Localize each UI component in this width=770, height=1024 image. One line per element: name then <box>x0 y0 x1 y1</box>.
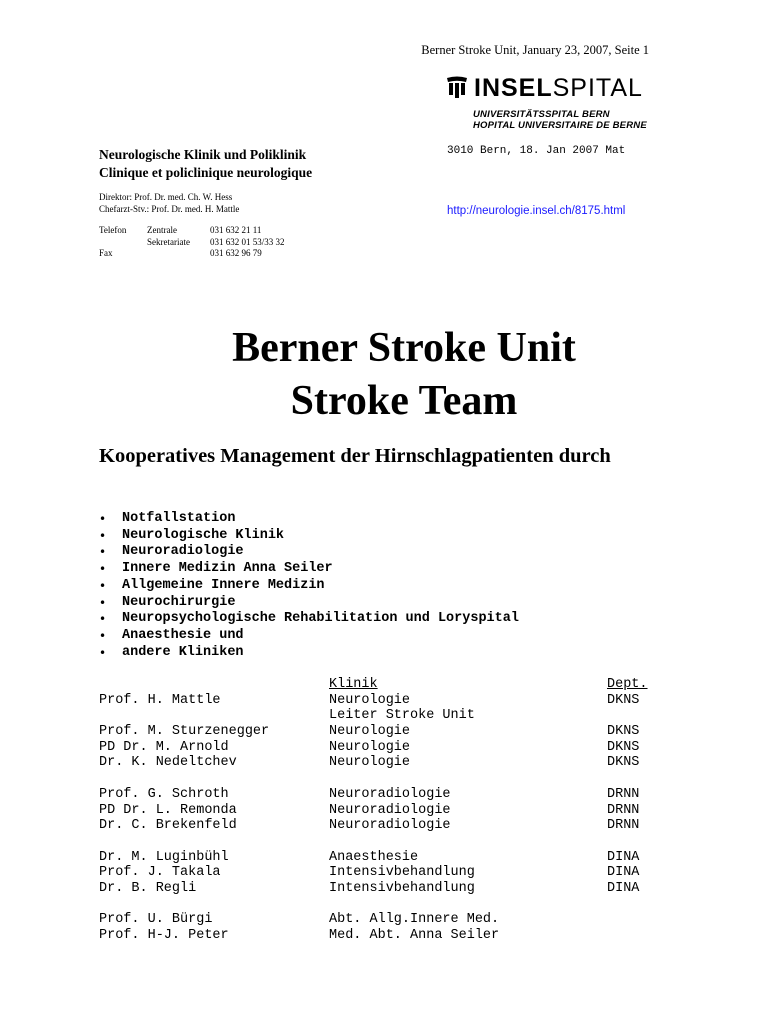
phone-number: 031 632 21 11 <box>210 225 262 235</box>
list-item <box>99 611 519 628</box>
bullet-icon: • <box>99 612 107 627</box>
cell-name: Prof. G. Schroth <box>99 786 229 802</box>
list-item-label: Neurologische Klinik <box>122 527 285 543</box>
phone-sublabel: Zentrale <box>147 225 177 235</box>
list-item-label: Neurochirurgie <box>122 594 236 610</box>
cell-dept: DKNS <box>607 724 640 740</box>
list-item-label: Neuroradiologie <box>122 544 244 560</box>
list-item <box>99 561 519 578</box>
list-item <box>99 628 519 645</box>
list-item <box>99 595 519 612</box>
bullet-icon: • <box>99 512 107 526</box>
page-title <box>0 322 770 428</box>
department-name-de: Neurologische Klinik und Poliklinik <box>99 147 307 162</box>
list-item-label: andere Kliniken <box>122 644 244 660</box>
cell-klinik: Neuroradiologie <box>329 818 451 834</box>
cell-klinik: Neurologie <box>329 739 411 755</box>
deputy-line: Chefarzt-Stv.: Prof. Dr. med. H. Mattle <box>99 203 240 214</box>
cell-name: Dr. B. Regli <box>99 880 197 896</box>
cell-klinik: Neurologie <box>329 724 411 740</box>
cell-dept: DINA <box>607 880 640 896</box>
cell-dept: DINA <box>607 849 640 865</box>
cell-klinik: Leiter Stroke Unit <box>329 708 475 724</box>
subtitle: Kooperatives Management der Hirnschlagpatienten durch <box>99 445 611 467</box>
cell-name: Prof. H-J. Peter <box>99 928 229 943</box>
bullet-icon: • <box>99 578 107 593</box>
running-header: Berner Stroke Unit, January 23, 2007, Seite 1 <box>421 43 649 57</box>
phone-sublabel: Sekretariate <box>147 236 190 247</box>
title-line-1: Berner Stroke Unit <box>232 325 576 371</box>
logo-subtitle-fr: HOPITAL UNIVERSITAIRE DE BERNE <box>473 120 647 131</box>
list-item-label: Allgemeine Innere Medizin <box>122 577 325 593</box>
cell-name: Dr. K. Nedeltchev <box>99 755 237 771</box>
cell-dept: DKNS <box>607 739 640 755</box>
director-line: Direktor: Prof. Dr. med. Ch. W. Hess <box>99 192 233 202</box>
cell-name: Dr. C. Brekenfeld <box>99 818 237 834</box>
cell-klinik: Neurologie <box>329 692 411 708</box>
list-item-label: Innere Medizin Anna Seiler <box>122 561 333 577</box>
cell-name: PD Dr. M. Arnold <box>99 739 229 755</box>
list-item <box>99 645 519 662</box>
header-klinik: Klinik <box>329 677 378 692</box>
list-item <box>99 528 519 545</box>
list-item-label: Neuropsychologische Rehabilitation und Loryspital <box>122 611 519 627</box>
phone-number: 031 632 96 79 <box>210 248 262 258</box>
cell-name: Prof. M. Sturzenegger <box>99 724 270 740</box>
cell-dept: DRNN <box>607 802 640 818</box>
bullet-icon: • <box>99 645 107 660</box>
inselspital-emblem-icon <box>446 76 468 100</box>
title-line-2: Stroke Team <box>290 378 518 424</box>
bullet-icon: • <box>99 595 107 610</box>
cell-name: Prof. U. Bürgi <box>99 912 213 928</box>
list-item <box>99 511 519 528</box>
cell-klinik: Neuroradiologie <box>329 802 451 818</box>
cell-dept: DKNS <box>607 755 640 771</box>
cell-dept: DRNN <box>607 818 640 834</box>
list-item <box>99 544 519 561</box>
department-name-fr: Clinique et policlinique neurologique <box>99 165 313 180</box>
logo-name-light: SPITAL <box>552 74 643 102</box>
cell-klinik: Neurologie <box>329 755 411 771</box>
place-date: 3010 Bern, 18. Jan 2007 Mat <box>447 145 626 157</box>
list-item-label: Anaesthesie und <box>122 627 244 643</box>
list-item-label: Notfallstation <box>122 511 236 526</box>
cell-dept: DINA <box>607 865 640 881</box>
logo-subtitle-de: UNIVERSITÄTSSPITAL BERN <box>473 109 610 120</box>
cell-klinik: Neuroradiologie <box>329 786 451 802</box>
logo-wordmark <box>474 74 643 103</box>
participant-list <box>99 511 519 661</box>
phone-label: Fax <box>99 248 113 258</box>
bullet-icon: • <box>99 562 107 577</box>
department-name <box>99 146 312 182</box>
list-item <box>99 578 519 595</box>
cell-klinik: Anaesthesie <box>329 849 419 865</box>
phone-number: 031 632 01 53/33 32 <box>210 236 285 247</box>
cell-name: PD Dr. L. Remonda <box>99 802 237 818</box>
bullet-icon: • <box>99 628 107 643</box>
cell-dept: DKNS <box>607 692 640 708</box>
bullet-icon: • <box>99 528 107 543</box>
cell-name: Prof. H. Mattle <box>99 692 221 708</box>
cell-klinik: Intensivbehandlung <box>329 880 475 896</box>
bullet-icon: • <box>99 545 107 560</box>
inselspital-logo <box>446 74 656 132</box>
department-staff <box>99 192 239 215</box>
website-link[interactable]: http://neurologie.insel.ch/8175.html <box>447 205 626 217</box>
cell-klinik: Abt. Allg.Innere Med. <box>329 912 500 928</box>
logo-name-bold: INSEL <box>474 74 553 102</box>
cell-klinik: Intensivbehandlung <box>329 865 475 881</box>
header-dept: Dept. <box>607 677 648 692</box>
cell-dept: DRNN <box>607 786 640 802</box>
cell-name: Dr. M. Luginbühl <box>99 849 229 865</box>
phone-label: Telefon <box>99 225 127 235</box>
cell-klinik: Med. Abt. Anna Seiler <box>329 928 500 943</box>
cell-name: Prof. J. Takala <box>99 865 221 881</box>
